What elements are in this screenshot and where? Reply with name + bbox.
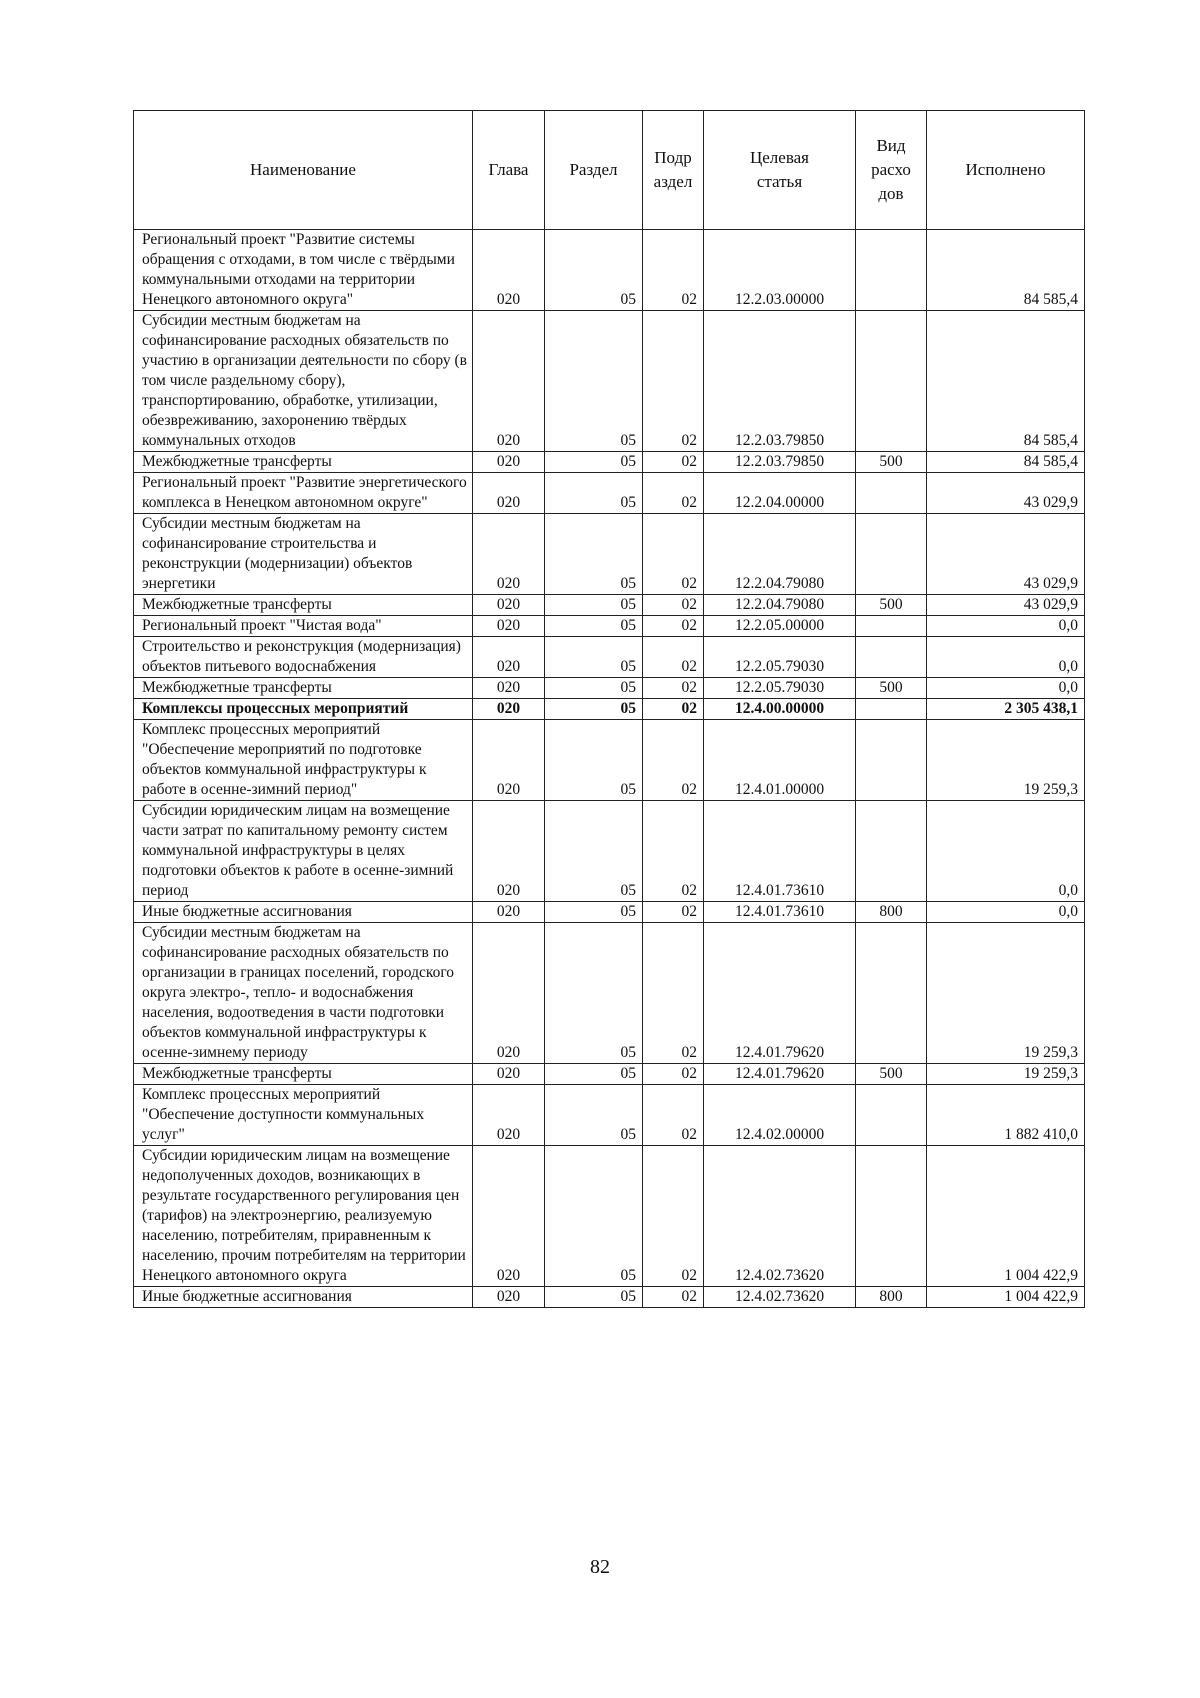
cell-name: Субсидии юридическим лицам на возмещение части затрат по капитальному ремонту систем коммунальной инфраструктуры в целях подготовки объектов к работе в осенне-зимний период [134, 801, 473, 902]
cell-executed: 84 585,4 [927, 452, 1085, 473]
cell-subsection: 02 [643, 473, 704, 514]
cell-subsection: 02 [643, 452, 704, 473]
table-row [134, 452, 1085, 473]
table-row [134, 699, 1085, 720]
cell-chapter: 020 [473, 801, 545, 902]
header-chapter: Глава [473, 111, 545, 230]
table-row [134, 514, 1085, 595]
cell-chapter: 020 [473, 699, 545, 720]
cell-expense-type: 500 [856, 595, 927, 616]
cell-section: 05 [545, 230, 643, 311]
cell-expense-type [856, 923, 927, 1064]
cell-expense-type [856, 720, 927, 801]
cell-name: Комплексы процессных мероприятий [134, 699, 473, 720]
cell-expense-type [856, 616, 927, 637]
budget-table [133, 110, 1085, 1308]
cell-expense-type [856, 1146, 927, 1287]
cell-section: 05 [545, 1287, 643, 1308]
page-number: 82 [590, 1556, 610, 1578]
cell-name: Строительство и реконструкция (модернизация) объектов питьевого водоснабжения [134, 637, 473, 678]
cell-subsection: 02 [643, 514, 704, 595]
table-header-row [134, 111, 1085, 230]
table-row [134, 595, 1085, 616]
table-row [134, 678, 1085, 699]
cell-chapter: 020 [473, 923, 545, 1064]
cell-chapter: 020 [473, 616, 545, 637]
cell-section: 05 [545, 1085, 643, 1146]
table-row [134, 473, 1085, 514]
table-row [134, 637, 1085, 678]
cell-chapter: 020 [473, 1085, 545, 1146]
cell-subsection: 02 [643, 678, 704, 699]
cell-executed: 1 004 422,9 [927, 1146, 1085, 1287]
cell-target-article: 12.2.05.79030 [704, 637, 856, 678]
table-row [134, 1064, 1085, 1085]
cell-target-article: 12.4.02.73620 [704, 1146, 856, 1287]
cell-subsection: 02 [643, 902, 704, 923]
cell-target-article: 12.4.01.73610 [704, 902, 856, 923]
cell-section: 05 [545, 1064, 643, 1085]
table-row [134, 923, 1085, 1064]
cell-executed: 19 259,3 [927, 923, 1085, 1064]
cell-section: 05 [545, 473, 643, 514]
cell-executed: 19 259,3 [927, 720, 1085, 801]
header-name: Наименование [134, 111, 473, 230]
cell-executed: 0,0 [927, 616, 1085, 637]
cell-subsection: 02 [643, 230, 704, 311]
cell-executed: 1 004 422,9 [927, 1287, 1085, 1308]
cell-subsection: 02 [643, 801, 704, 902]
cell-executed: 0,0 [927, 801, 1085, 902]
cell-executed: 0,0 [927, 902, 1085, 923]
cell-chapter: 020 [473, 1146, 545, 1287]
cell-expense-type [856, 699, 927, 720]
cell-subsection: 02 [643, 595, 704, 616]
cell-chapter: 020 [473, 595, 545, 616]
header-target-article: Целевая статья [704, 111, 856, 230]
cell-target-article: 12.4.01.00000 [704, 720, 856, 801]
cell-name: Субсидии местным бюджетам на софинансирование расходных обязательств по участию в организации деятельности по сбору (в том числе раздельному сбору), транспортированию, обработке, утилизации, обезвреживанию, захоронению твёрдых коммунальных отходов [134, 311, 473, 452]
cell-section: 05 [545, 678, 643, 699]
cell-target-article: 12.4.01.79620 [704, 1064, 856, 1085]
table-row [134, 801, 1085, 902]
cell-section: 05 [545, 699, 643, 720]
cell-executed: 84 585,4 [927, 230, 1085, 311]
header-executed: Исполнено [927, 111, 1085, 230]
table-row [134, 1146, 1085, 1287]
cell-name: Межбюджетные трансферты [134, 1064, 473, 1085]
cell-name: Иные бюджетные ассигнования [134, 1287, 473, 1308]
cell-chapter: 020 [473, 311, 545, 452]
cell-executed: 43 029,9 [927, 473, 1085, 514]
cell-target-article: 12.4.01.79620 [704, 923, 856, 1064]
cell-expense-type [856, 311, 927, 452]
cell-target-article: 12.2.03.79850 [704, 452, 856, 473]
cell-target-article: 12.2.04.79080 [704, 514, 856, 595]
cell-subsection: 02 [643, 699, 704, 720]
cell-section: 05 [545, 595, 643, 616]
cell-chapter: 020 [473, 452, 545, 473]
cell-subsection: 02 [643, 1146, 704, 1287]
cell-name: Региональный проект "Развитие системы обращения с отходами, в том числе с твёрдыми коммунальными отходами на территории Ненецкого автономного округа" [134, 230, 473, 311]
cell-section: 05 [545, 902, 643, 923]
cell-target-article: 12.2.05.00000 [704, 616, 856, 637]
cell-expense-type [856, 637, 927, 678]
cell-section: 05 [545, 452, 643, 473]
table-row [134, 1287, 1085, 1308]
cell-expense-type [856, 801, 927, 902]
cell-target-article: 12.2.04.79080 [704, 595, 856, 616]
cell-expense-type [856, 514, 927, 595]
cell-target-article: 12.4.00.00000 [704, 699, 856, 720]
cell-target-article: 12.4.01.73610 [704, 801, 856, 902]
cell-target-article: 12.2.03.00000 [704, 230, 856, 311]
cell-target-article: 12.4.02.00000 [704, 1085, 856, 1146]
header-subsection: Подр аздел [643, 111, 704, 230]
cell-name: Субсидии местным бюджетам на софинансирование строительства и реконструкции (модернизации) объектов энергетики [134, 514, 473, 595]
cell-name: Иные бюджетные ассигнования [134, 902, 473, 923]
cell-name: Комплекс процессных мероприятий "Обеспечение доступности коммунальных услуг" [134, 1085, 473, 1146]
cell-section: 05 [545, 637, 643, 678]
cell-section: 05 [545, 514, 643, 595]
cell-expense-type: 500 [856, 678, 927, 699]
cell-executed: 43 029,9 [927, 595, 1085, 616]
table-row [134, 230, 1085, 311]
cell-chapter: 020 [473, 1287, 545, 1308]
cell-section: 05 [545, 923, 643, 1064]
cell-chapter: 020 [473, 902, 545, 923]
cell-name: Субсидии местным бюджетам на софинансирование расходных обязательств по организации в границах поселений, городского округа электро-, тепло- и водоснабжения населения, водоотведения в части подготовки объектов коммунальной инфраструктуры к осенне-зимнему периоду [134, 923, 473, 1064]
cell-name: Субсидии юридическим лицам на возмещение недополученных доходов, возникающих в результате государственного регулирования цен (тарифов) на электроэнергию, реализуемую населению, потребителям, приравненным к населению, прочим потребителям на территории Ненецкого автономного округа [134, 1146, 473, 1287]
cell-executed: 1 882 410,0 [927, 1085, 1085, 1146]
cell-expense-type: 500 [856, 1064, 927, 1085]
table-row [134, 720, 1085, 801]
cell-subsection: 02 [643, 1287, 704, 1308]
cell-target-article: 12.2.04.00000 [704, 473, 856, 514]
header-section: Раздел [545, 111, 643, 230]
cell-name: Межбюджетные трансферты [134, 452, 473, 473]
table-row [134, 311, 1085, 452]
cell-target-article: 12.2.05.79030 [704, 678, 856, 699]
cell-expense-type [856, 1085, 927, 1146]
cell-expense-type: 800 [856, 902, 927, 923]
cell-expense-type [856, 473, 927, 514]
cell-executed: 0,0 [927, 637, 1085, 678]
cell-name: Региональный проект "Развитие энергетического комплекса в Ненецком автономном округе" [134, 473, 473, 514]
cell-target-article: 12.2.03.79850 [704, 311, 856, 452]
table-row [134, 616, 1085, 637]
cell-subsection: 02 [643, 1085, 704, 1146]
cell-subsection: 02 [643, 923, 704, 1064]
cell-name: Межбюджетные трансферты [134, 678, 473, 699]
cell-executed: 2 305 438,1 [927, 699, 1085, 720]
cell-chapter: 020 [473, 1064, 545, 1085]
cell-target-article: 12.4.02.73620 [704, 1287, 856, 1308]
cell-chapter: 020 [473, 637, 545, 678]
cell-subsection: 02 [643, 720, 704, 801]
cell-section: 05 [545, 1146, 643, 1287]
cell-section: 05 [545, 720, 643, 801]
table-row [134, 902, 1085, 923]
cell-executed: 84 585,4 [927, 311, 1085, 452]
cell-executed: 43 029,9 [927, 514, 1085, 595]
cell-section: 05 [545, 801, 643, 902]
cell-name: Региональный проект "Чистая вода" [134, 616, 473, 637]
cell-name: Межбюджетные трансферты [134, 595, 473, 616]
cell-expense-type: 800 [856, 1287, 927, 1308]
cell-expense-type [856, 230, 927, 311]
cell-chapter: 020 [473, 473, 545, 514]
header-expense-type: Вид расхо дов [856, 111, 927, 230]
cell-executed: 19 259,3 [927, 1064, 1085, 1085]
cell-subsection: 02 [643, 616, 704, 637]
cell-subsection: 02 [643, 637, 704, 678]
table-row [134, 1085, 1085, 1146]
cell-expense-type: 500 [856, 452, 927, 473]
cell-chapter: 020 [473, 678, 545, 699]
cell-chapter: 020 [473, 514, 545, 595]
cell-section: 05 [545, 311, 643, 452]
cell-subsection: 02 [643, 1064, 704, 1085]
cell-chapter: 020 [473, 720, 545, 801]
cell-executed: 0,0 [927, 678, 1085, 699]
cell-chapter: 020 [473, 230, 545, 311]
cell-subsection: 02 [643, 311, 704, 452]
cell-name: Комплекс процессных мероприятий "Обеспечение мероприятий по подготовке объектов коммунальной инфраструктуры к работе в осенне-зимний период" [134, 720, 473, 801]
cell-section: 05 [545, 616, 643, 637]
